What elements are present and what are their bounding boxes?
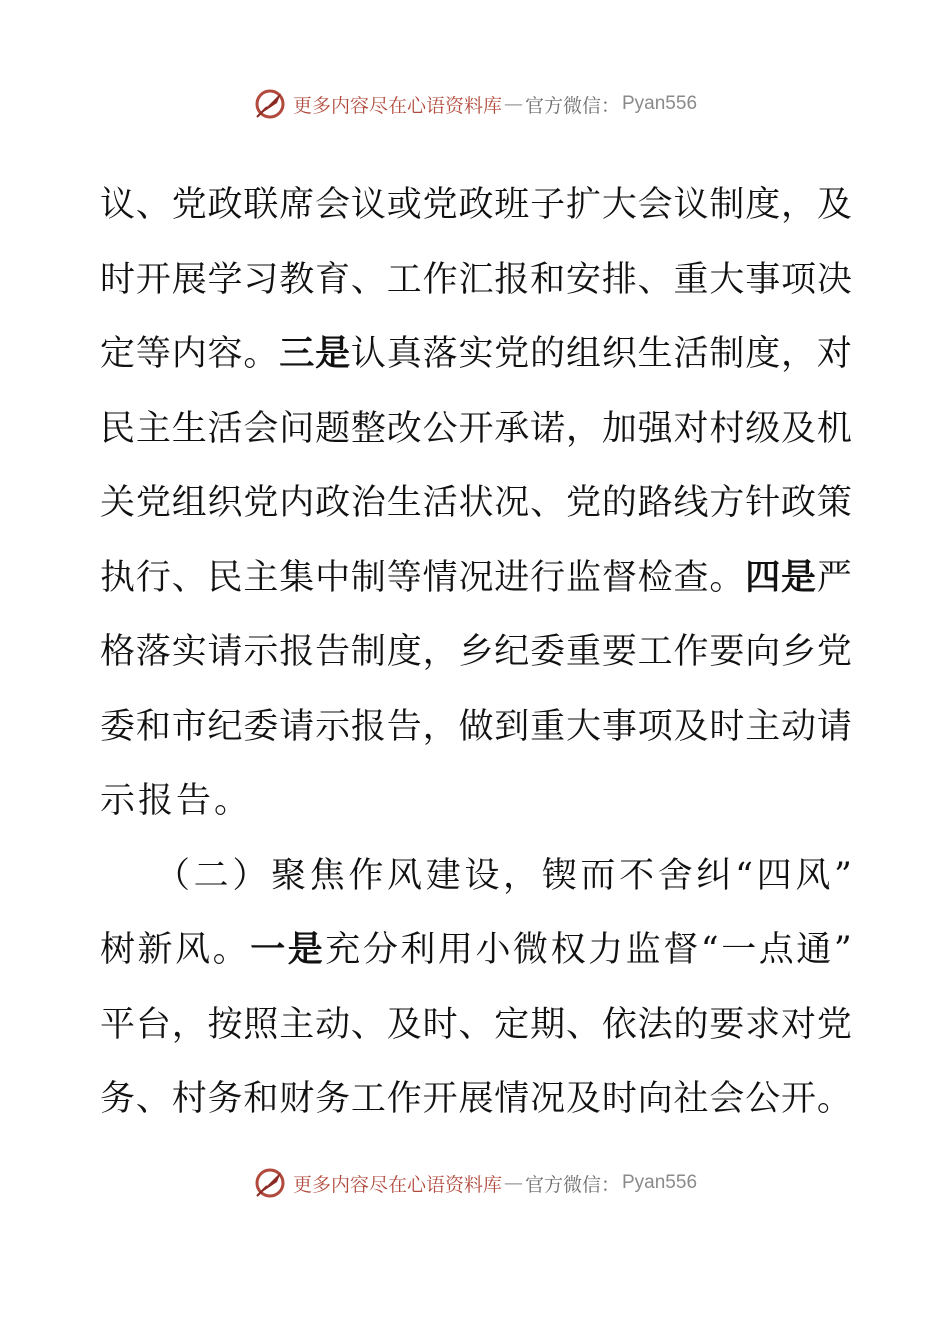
char: 四 [756, 855, 792, 896]
char: ， [781, 185, 817, 225]
char: 平 [100, 1004, 136, 1045]
char: 作 [348, 855, 384, 896]
char: 内 [171, 334, 207, 374]
char: 制 [350, 557, 386, 598]
char: 安 [565, 259, 601, 300]
char: 、 [637, 259, 673, 300]
char: 强 [637, 408, 673, 449]
char: 及 [673, 706, 709, 747]
char: 要 [709, 1004, 745, 1045]
char: 及 [386, 1004, 422, 1045]
char: 执 [100, 557, 136, 598]
char: 教 [279, 259, 315, 300]
char: 、 [565, 1004, 601, 1045]
char: 设 [464, 855, 500, 896]
char: 等 [135, 334, 171, 374]
char: 况 [530, 1079, 566, 1119]
char: 行 [135, 557, 171, 598]
char: 树 [100, 930, 136, 970]
watermark-separator: — [503, 1172, 523, 1194]
char: 到 [494, 706, 530, 747]
watermark-wechat-id: Pyan556 [622, 1172, 698, 1193]
char: 分 [362, 930, 398, 970]
char: 示 [100, 781, 139, 821]
char: 排 [601, 259, 637, 300]
char: 育 [315, 259, 351, 300]
watermark-site-name: 更多内容尽在心语资料库 [292, 94, 502, 117]
char: 报 [138, 781, 177, 821]
char: 展 [171, 259, 207, 300]
char: 活 [207, 408, 243, 449]
char: 焦 [309, 855, 345, 896]
char: 项 [781, 259, 817, 300]
char: 事 [601, 706, 637, 747]
char: 生 [637, 334, 673, 374]
char: 告 [315, 632, 351, 672]
char: 子 [530, 185, 566, 225]
char: 度 [745, 334, 781, 374]
bold-char: 是 [315, 333, 351, 374]
char: 向 [637, 1079, 673, 1119]
char: 工 [386, 259, 422, 300]
char: 议 [673, 185, 709, 225]
char: 党 [816, 1004, 852, 1045]
char: 方 [709, 483, 745, 523]
char: 用 [437, 930, 473, 970]
char: 通 [796, 930, 832, 970]
char: 锲 [541, 855, 577, 896]
quill-logo-icon [253, 1166, 287, 1200]
char: 建 [425, 855, 461, 896]
char: 党 [565, 483, 601, 523]
watermark-site-name: 更多内容尽在心语资料库 [292, 1173, 502, 1196]
char: 真 [386, 334, 422, 374]
char: “ [735, 855, 753, 896]
char: “ [700, 930, 719, 970]
char: 请 [207, 632, 243, 672]
char: 动 [315, 1004, 351, 1045]
char: 聚 [271, 855, 307, 896]
char: 风 [175, 930, 211, 970]
char: 和 [135, 706, 171, 747]
char: 织 [207, 483, 243, 523]
char: 策 [816, 483, 852, 523]
char: 组 [565, 334, 601, 374]
char: 新 [137, 930, 173, 970]
quill-logo-icon [253, 87, 287, 121]
char: 整 [350, 408, 386, 449]
text-line [100, 764, 852, 839]
char: 落 [422, 334, 458, 374]
char: 督 [601, 557, 637, 598]
char: 请 [816, 706, 852, 747]
char: ， [565, 408, 601, 449]
char: 的 [530, 334, 566, 374]
char: 及 [781, 408, 817, 449]
bold-char: 四 [745, 556, 781, 598]
char: 时 [100, 259, 136, 300]
char: ， [422, 632, 458, 672]
char: 议 [350, 185, 386, 225]
char: 纪 [494, 632, 530, 672]
char: 民 [100, 408, 136, 449]
char: 制 [709, 334, 745, 374]
char: 事 [745, 259, 781, 300]
char: 制 [709, 185, 745, 225]
text-line [100, 988, 852, 1063]
char: 项 [637, 706, 673, 747]
char: 时 [601, 1079, 637, 1119]
watermark-wechat-id: Pyan556 [622, 93, 698, 114]
char: 会 [709, 1079, 745, 1119]
text-line [100, 690, 852, 765]
char: 公 [422, 408, 458, 449]
char: 情 [494, 1079, 530, 1119]
char: 力 [588, 930, 624, 970]
char: 决 [816, 259, 852, 300]
char: 承 [494, 408, 530, 449]
char: 学 [207, 259, 243, 300]
bold-char: 三 [279, 333, 315, 374]
char: 度 [745, 185, 781, 225]
char: 题 [315, 408, 351, 449]
char: 路 [637, 483, 673, 523]
char: 组 [171, 483, 207, 523]
char: 报 [350, 706, 386, 747]
char: 二 [193, 855, 229, 896]
text-line [100, 839, 852, 914]
char: 小 [475, 930, 511, 970]
char: 求 [745, 1004, 781, 1045]
char: 。 [214, 781, 253, 821]
char: 要 [709, 632, 745, 672]
char: 主 [135, 408, 171, 449]
watermark-header [0, 84, 950, 124]
char: 情 [422, 557, 458, 598]
char: 、 [171, 557, 207, 598]
bold-char: 一 [250, 929, 286, 970]
char: 或 [386, 185, 422, 225]
char: 加 [601, 408, 637, 449]
char: 汇 [458, 259, 494, 300]
char: 况 [458, 557, 494, 598]
char: 及 [816, 185, 852, 225]
char: 党 [171, 185, 207, 225]
char: 按 [207, 1004, 243, 1045]
char: 督 [663, 930, 699, 970]
char: 。 [816, 1079, 852, 1119]
char: 作 [422, 259, 458, 300]
char: 市 [171, 706, 207, 747]
char: 织 [601, 334, 637, 374]
char: 工 [637, 632, 673, 672]
char: 党 [494, 334, 530, 374]
char: 主 [243, 557, 279, 598]
char: 务 [100, 1079, 136, 1119]
char: 法 [637, 1004, 673, 1045]
char: 风 [387, 855, 423, 896]
char: 关 [100, 483, 136, 523]
char: 班 [494, 185, 530, 225]
char: 做 [458, 706, 494, 747]
char: 级 [745, 408, 781, 449]
char: 照 [243, 1004, 279, 1045]
char: 展 [458, 1079, 494, 1119]
char: 社 [673, 1079, 709, 1119]
char: 主 [745, 706, 781, 747]
char: 实 [458, 334, 494, 374]
char: 监 [565, 557, 601, 598]
char: 告 [386, 706, 422, 747]
char: 格 [100, 632, 136, 672]
char: 线 [673, 483, 709, 523]
char: 议 [100, 185, 136, 225]
watermark-footer [0, 1163, 950, 1203]
char: 主 [279, 1004, 315, 1045]
char: 一 [721, 930, 757, 970]
char: 动 [781, 706, 817, 747]
char: 公 [745, 1079, 781, 1119]
char: 、 [350, 1004, 386, 1045]
char: 党 [135, 483, 171, 523]
char: 示 [243, 632, 279, 672]
char: 席 [279, 185, 315, 225]
char: 微 [513, 930, 549, 970]
watermark-wechat-label: 官方微信： [524, 1173, 620, 1196]
char: 重 [530, 706, 566, 747]
text-line [100, 615, 852, 690]
char: 习 [243, 259, 279, 300]
char: （ [155, 855, 191, 896]
text-line [100, 168, 852, 243]
text-line [100, 243, 852, 318]
char: ” [833, 930, 852, 970]
char: 对 [781, 1004, 817, 1045]
char: 。 [243, 334, 279, 374]
char: 内 [279, 483, 315, 523]
char: 期 [530, 1004, 566, 1045]
char: 时 [709, 706, 745, 747]
char: 乡 [458, 632, 494, 672]
char: 大 [601, 185, 637, 225]
char: 状 [458, 483, 494, 523]
char: 而 [580, 855, 616, 896]
char: 报 [494, 259, 530, 300]
bold-char: 是 [287, 929, 323, 970]
text-line [100, 541, 852, 616]
char: 委 [100, 706, 136, 747]
char: 对 [673, 408, 709, 449]
char: 党 [816, 632, 852, 672]
char: 工 [350, 1079, 386, 1119]
text-line [100, 392, 852, 467]
char: 集 [279, 557, 315, 598]
char: 联 [243, 185, 279, 225]
char: 权 [550, 930, 586, 970]
char: 生 [386, 483, 422, 523]
char: 依 [601, 1004, 637, 1045]
char: 政 [458, 185, 494, 225]
char: 对 [816, 334, 852, 374]
char: 时 [422, 1004, 458, 1045]
char: 大 [565, 706, 601, 747]
char: 和 [243, 1079, 279, 1119]
char: 认 [350, 334, 386, 374]
char: 活 [422, 483, 458, 523]
char: 的 [673, 1004, 709, 1045]
char: 务 [315, 1079, 351, 1119]
char: 村 [709, 408, 745, 449]
char: 民 [207, 557, 243, 598]
char: 问 [279, 408, 315, 449]
char: 。 [709, 557, 745, 598]
char: 作 [386, 1079, 422, 1119]
char: 、 [350, 259, 386, 300]
char: 查 [673, 557, 709, 598]
char: 充 [325, 930, 361, 970]
char: 请 [279, 706, 315, 747]
char: 和 [530, 259, 566, 300]
char: 容 [207, 334, 243, 374]
char: 党 [243, 483, 279, 523]
char: ” [833, 855, 852, 896]
char: 点 [758, 930, 794, 970]
char: 党 [422, 185, 458, 225]
char: ） [232, 855, 268, 896]
char: 。 [212, 930, 248, 970]
char: 会 [315, 185, 351, 225]
char: 机 [816, 408, 852, 449]
char: 、 [458, 1004, 494, 1045]
watermark-separator: — [503, 93, 523, 115]
char: 风 [795, 855, 831, 896]
char: 诺 [530, 408, 566, 449]
char: 委 [243, 706, 279, 747]
char: 定 [494, 1004, 530, 1045]
char: 及 [565, 1079, 601, 1119]
char: 度 [386, 632, 422, 672]
char: 扩 [565, 185, 601, 225]
char: ， [503, 855, 539, 896]
watermark-wechat-label: 官方微信： [524, 94, 620, 117]
char: 台 [135, 1004, 171, 1045]
char: 治 [350, 483, 386, 523]
char: 落 [135, 632, 171, 672]
char: 务 [207, 1079, 243, 1119]
char: 政 [207, 185, 243, 225]
char: 、 [135, 1079, 171, 1119]
char: 检 [637, 557, 673, 598]
char: ， [422, 706, 458, 747]
char: 会 [637, 185, 673, 225]
char: 利 [400, 930, 436, 970]
char: 行 [530, 557, 566, 598]
char: 、 [530, 483, 566, 523]
char: 生 [171, 408, 207, 449]
text-line [100, 913, 852, 988]
char: 、 [135, 185, 171, 225]
char: 的 [601, 483, 637, 523]
char: 况 [494, 483, 530, 523]
char: 实 [171, 632, 207, 672]
char: ， [781, 334, 817, 374]
char: 等 [386, 557, 422, 598]
char: 监 [625, 930, 661, 970]
char: 作 [673, 632, 709, 672]
char: 严 [816, 557, 852, 598]
char: 纪 [207, 706, 243, 747]
char: 开 [135, 259, 171, 300]
char: 定 [100, 334, 136, 374]
char: 开 [458, 408, 494, 449]
char: 活 [673, 334, 709, 374]
char: 重 [565, 632, 601, 672]
text-line [100, 466, 852, 541]
char: 财 [279, 1079, 315, 1119]
char: 示 [315, 706, 351, 747]
char: 村 [171, 1079, 207, 1119]
text-line [100, 317, 852, 392]
char: 纠 [696, 855, 732, 896]
char: 不 [619, 855, 655, 896]
char: 委 [530, 632, 566, 672]
char: 政 [315, 483, 351, 523]
char: 乡 [781, 632, 817, 672]
char: 舍 [657, 855, 693, 896]
char: 要 [601, 632, 637, 672]
char: 报 [279, 632, 315, 672]
bold-char: 是 [781, 556, 817, 598]
document-body [100, 168, 852, 1137]
char: 告 [176, 781, 215, 821]
char: 开 [781, 1079, 817, 1119]
char: 开 [422, 1079, 458, 1119]
char: 会 [243, 408, 279, 449]
text-line [100, 1062, 852, 1137]
char: 重 [673, 259, 709, 300]
char: 制 [350, 632, 386, 672]
char: 针 [745, 483, 781, 523]
char: 进 [494, 557, 530, 598]
char: 改 [386, 408, 422, 449]
char: 大 [709, 259, 745, 300]
char: 政 [781, 483, 817, 523]
char: 中 [315, 557, 351, 598]
char: ， [171, 1004, 207, 1045]
char: 向 [745, 632, 781, 672]
